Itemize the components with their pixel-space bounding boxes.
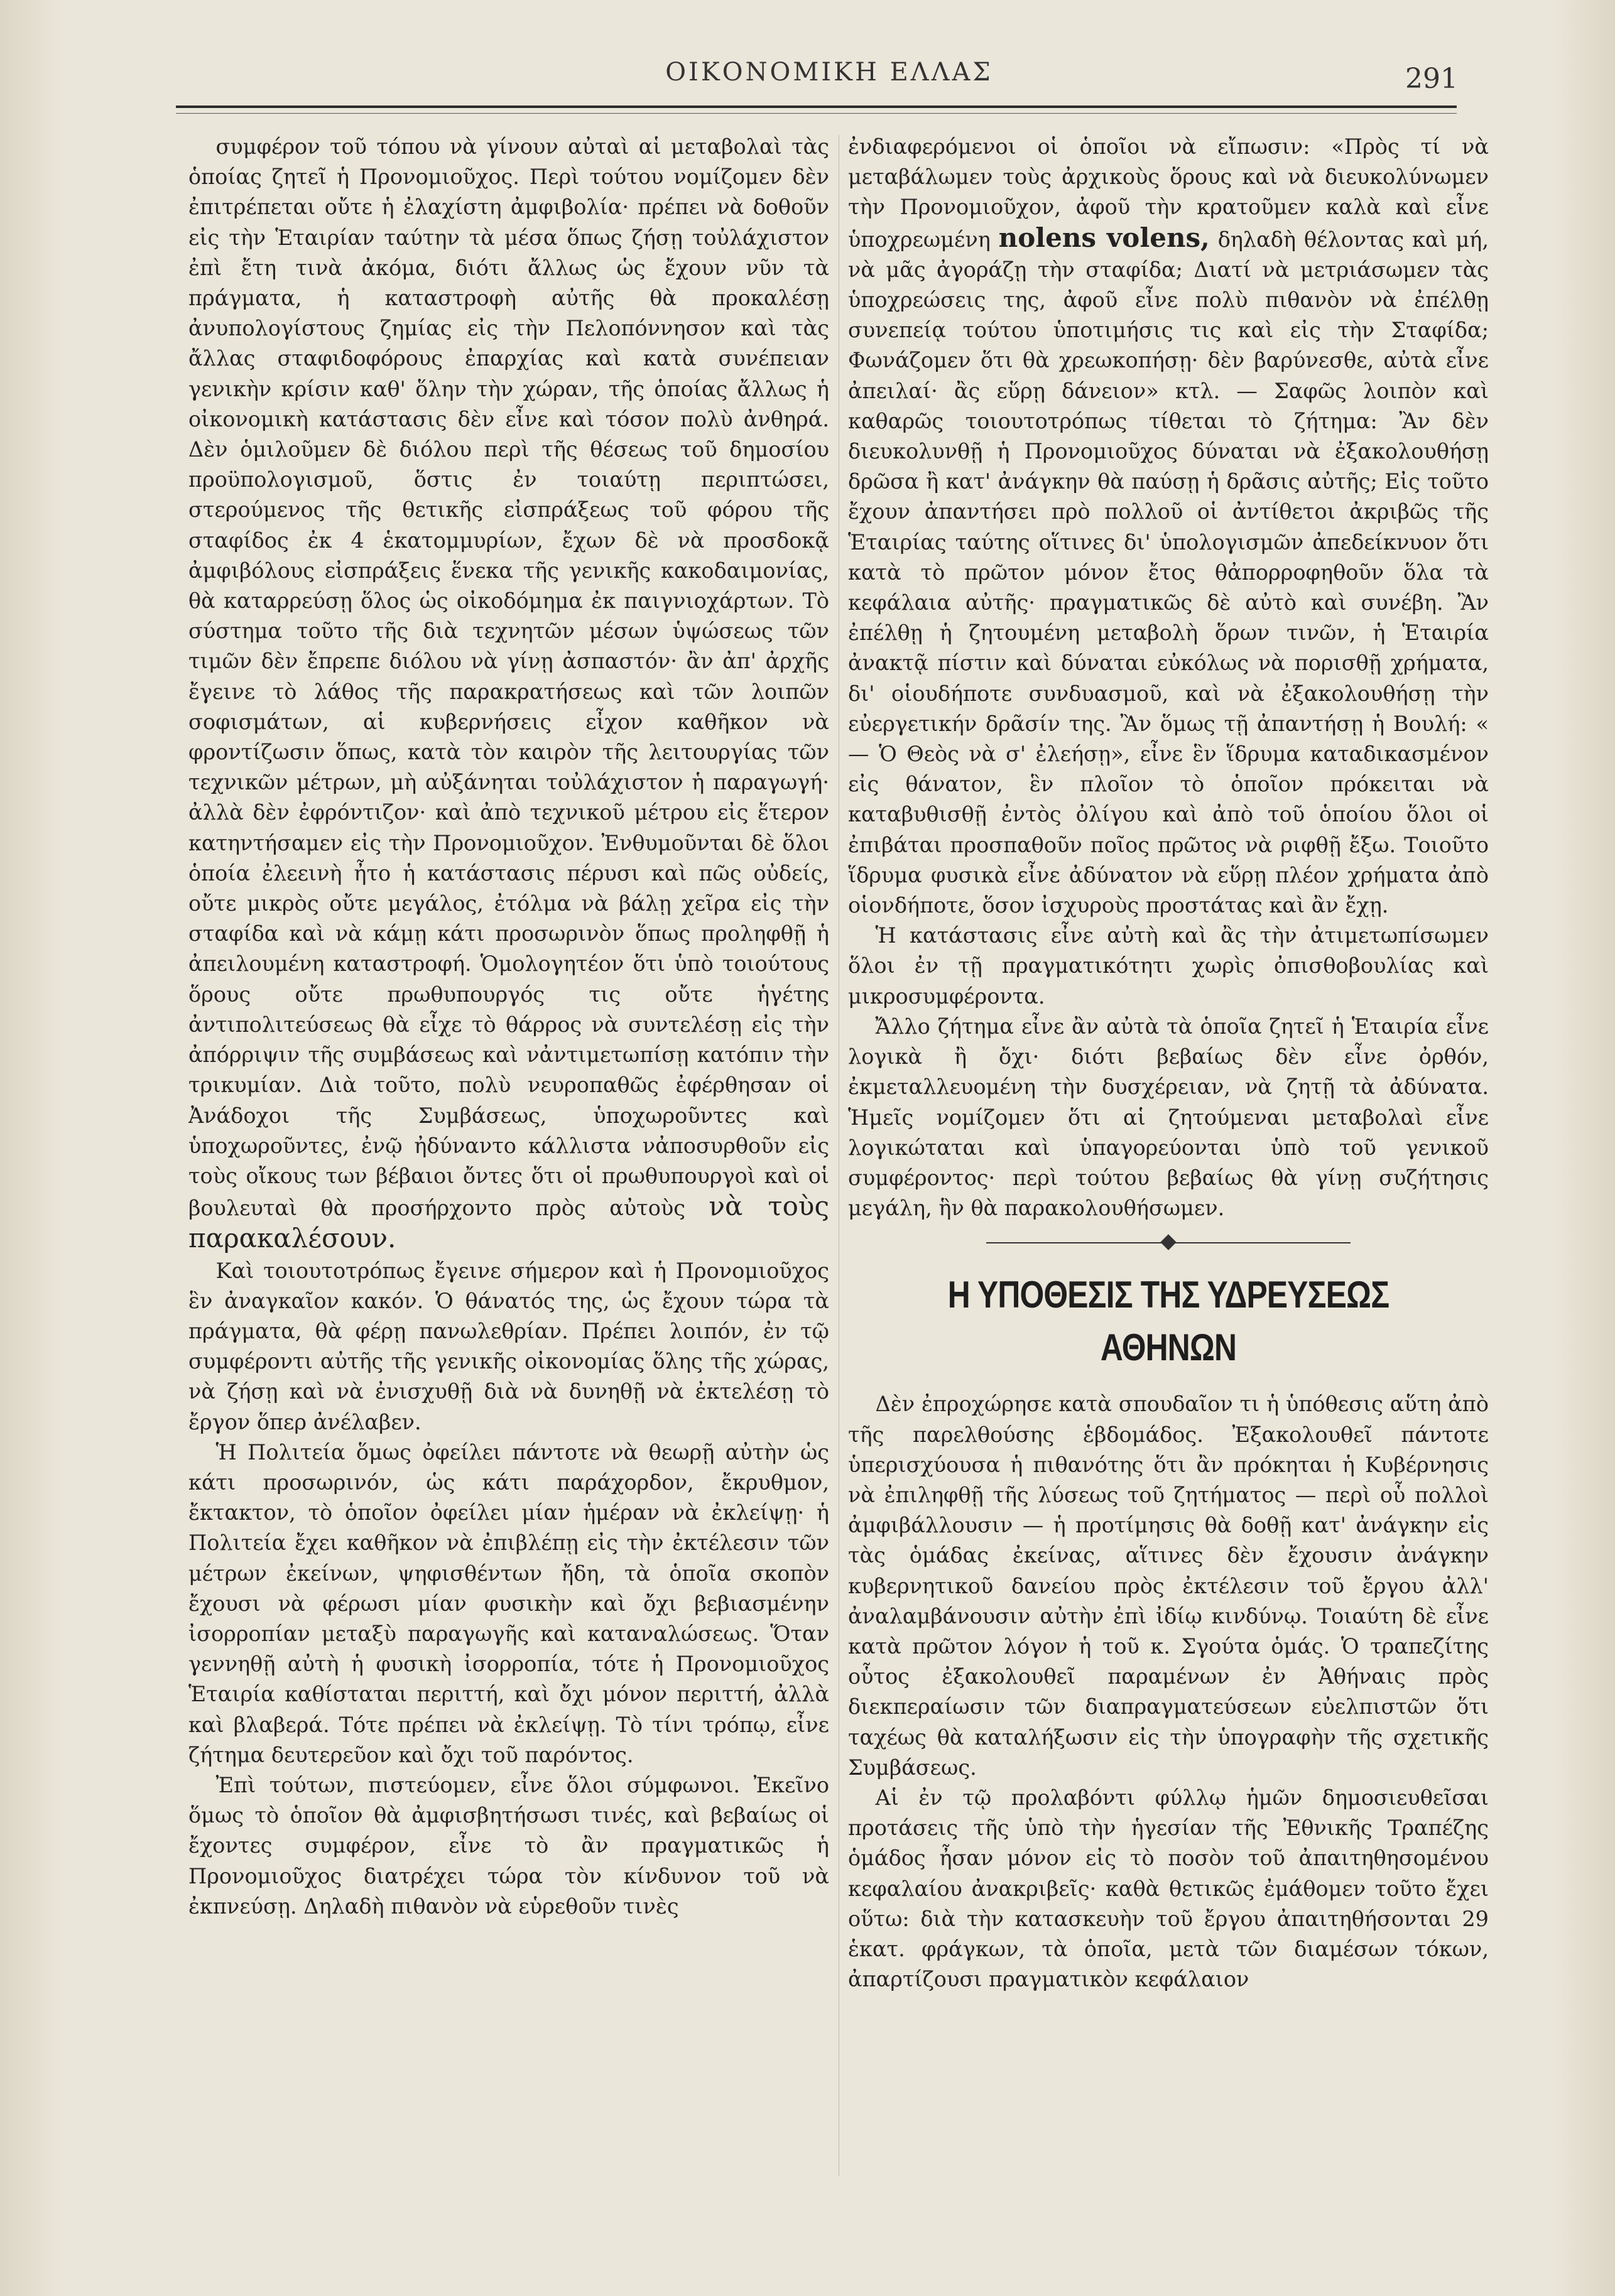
running-title: ΟΙΚΟΝΟΜΙΚΗ ΕΛΛΑΣ — [665, 58, 993, 87]
paragraph — [188, 132, 829, 1256]
header-rule — [176, 106, 1457, 108]
paragraph: Ἄλλο ζήτημα εἶνε ἂν αὐτὰ τὰ ὁποῖα ζητεῖ ἡ Ἑταιρία εἶνε λογικὰ ἢ ὄχι· διότι βεβαίως δὲν εἶνε ὀρθόν, ἐκμεταλλευομένη τὴν δυσχέρειαν, νὰ ζητῇ τὰ ἀδύνατα. Ἡμεῖς νομίζομεν ὅτι αἱ ζητούμεναι μεταβολαὶ εἶνε λογικώταται καὶ ὑπαγορεύονται ὑπὸ τοῦ γενικοῦ συμφέροντος· περὶ τούτου βεβαίως θὰ γίνῃ συζήτησις μεγάλη, ἣν θὰ παρακολουθήσωμεν. — [848, 1014, 1489, 1221]
latin-phrase: nolens volens, — [998, 222, 1210, 253]
right-column — [848, 132, 1489, 2204]
paragraph: Αἱ ἐν τῷ προλαβόντι φύλλῳ ἡμῶν δημοσιευθεῖσαι προτάσεις τῆς ὑπὸ τὴν ἡγεσίαν τῆς Ἐθνικῆς Τραπέζης ὁμάδος ἦσαν μόνον εἰς τὸ ποσὸν τοῦ ἀπαιτηθησομένου κεφαλαίου ἀνακριβεῖς· καθὰ θετικῶς ἐμάθομεν τοῦτο ἔχει οὕτω: διὰ τὴν κατασκευὴν τοῦ ἔργου ἀπαιτηθήσονται 29 ἑκατ. φράγκων, τὰ ὁποῖα, μετὰ τῶν διαμέσων τόκων, ἀπαρτίζουσι πραγματικὸν κεφάλαιον — [848, 1785, 1489, 1992]
section-title: Η ΥΠΟΘΕΣΙΣ ΤΗΣ ΥΔΡΕΥΣΕΩΣ ΑΘΗΝΩΝ — [947, 1274, 1389, 1369]
paragraph: Ἐπὶ τούτων, πιστεύομεν, εἶνε ὅλοι σύμφωνοι. Ἐκεῖνο ὅμως τὸ ὁποῖον θὰ ἀμφισβητήσωσι τινές, καὶ βεβαίως οἱ ἔχοντες συμφέρον, εἶνε τὸ ἂν πραγματικῶς ἡ Προνομιοῦχος διατρέχει τώρα τὸν κίνδυνον τοῦ νὰ ἐκπνεύσῃ. Δηλαδὴ πιθανὸν νὰ εὑρεθοῦν τινὲς — [188, 1772, 829, 1919]
paragraph-end-text: νὰ τοὺς παρακαλέσουν. — [188, 1191, 829, 1254]
paragraph: Ἡ κατάστασις εἶνε αὐτὴ καὶ ἂς τὴν ἀτιμετωπίσωμεν ὅλοι ἐν τῇ πραγματικότητι χωρὶς ὀπισθοβουλίας καὶ μικροσυμφέροντα. — [848, 923, 1489, 1009]
header-rule-thin — [176, 113, 1457, 114]
paragraph-text: ἐνδιαφερόμενοι οἱ ὁποῖοι νὰ εἴπωσιν: «Πρὸς τί νὰ μεταβάλωμεν τοὺς ἀρχικοὺς ὅρους καὶ νὰ διευκολύνωμεν τὴν Προνομιοῦχον, ἀφοῦ τὴν κρατοῦμεν καλὰ καὶ εἶνε ὑποχρεωμένη — [848, 134, 1489, 252]
section-separator — [848, 1233, 1489, 1252]
paragraph-text: συμφέρον τοῦ τόπου νὰ γίνουν αὐταὶ αἱ μεταβολαὶ τὰς ὁποίας ζητεῖ ἡ Προνομιοῦχος. Περὶ τούτου νομίζομεν δὲν ἐπιτρέπεται οὔτε ἡ ἐλαχίστη ἀμφιβολία· πρέπει νὰ δοθοῦν εἰς τὴν Ἑταιρίαν ταύτην τὰ μέσα ὅπως ζήσῃ τοὐλάχιστον ἐπὶ ἔτη τινὰ ἀκόμα, διότι ἄλλως ὡς ἔχουν νῦν τὰ πράγματα, ἡ καταστροφὴ αὐτῆς θὰ προκαλέσῃ ἀνυπολογίστους ζημίας εἰς τὴν Πελοπόννησον καὶ τὰς ἄλλας σταφιδοφόρους ἐπαρχίας καὶ κατὰ συνέπειαν γενικὴν κρίσιν καθ' ὅλην τὴν χώραν, τῆς ὁποίας ἄλλως ἡ οἰκονομικὴ κατάστασις δὲν εἶνε καὶ τόσον πολὺ ἀνθηρά. Δὲν ὁμιλοῦμεν δὲ διόλου περὶ τῆς θέσεως τοῦ δημοσίου προϋπολογισμοῦ, ὅστις ἐν τοιαύτῃ περιπτώσει, στερούμενος τῆς θετικῆς εἰσπράξεως τοῦ φόρου τῆς σταφίδος ἐκ 4 ἑκατομμυρίων, ἔχων δὲ νὰ προσδοκᾷ ἀμφιβόλους εἰσπράξεις ἕνεκα τῆς γενικῆς κακοδαιμονίας, θὰ καταρρεύσῃ ὅλος ὡς οἰκοδόμημα ἐκ παιγνιοχάρτων. Τὸ σύστημα τοῦτο τῆς διὰ τεχνητῶν μέσων ὑψώσεως τῶν τιμῶν δὲν ἔπρεπε διόλου νὰ γίνῃ ἀσπαστόν· ἂν ἀπ' ἀρχῆς ἔγεινε τὸ λάθος τῆς παρακρατήσεως καὶ τῶν λοιπῶν σοφισμάτων, αἱ κυβερνήσεις εἶχον καθῆκον νὰ φροντίζωσιν ὅπως, κατὰ τὸν καιρὸν τῆς λειτουργίας τῶν τεχνικῶν μέτρων, μὴ αὐξάνηται τοὐλάχιστον ἡ παραγωγή· ἀλλὰ δὲν ἐφρόντιζον· καὶ ἀπὸ τεχνικοῦ μέτρου εἰς ἕτερον κατηντήσαμεν εἰς τὴν Προνομιοῦχον. Ἐνθυμοῦνται δὲ ὅλοι ὁποία ἐλεεινὴ ἦτο ἡ κατάστασις πέρυσι καὶ πῶς οὐδείς, οὔτε μικρὸς οὔτε μεγάλος, ἐτόλμα νὰ βάλῃ χεῖρα εἰς τὴν σταφίδα καὶ νὰ κάμῃ κάτι προσωρινὸν ὅπως προληφθῇ ἡ ἀπειλουμένη καταστροφή. Ὁμολογητέον ὅτι ὑπὸ τοιούτους ὅρους οὔτε πρωθυπουργός τις οὔτε ἡγέτης ἀντιπολιτεύσεως θὰ εἶχε τὸ θάρρος νὰ συντελέσῃ εἰς τὴν ἀπόρριψιν τῆς συμβάσεως καὶ νἀντιμετωπίσῃ κατόπιν τὴν τρικυμίαν. Διὰ τοῦτο, πολὺ νευροπαθῶς ἐφέρθησαν οἱ Ἀνάδοχοι τῆς Συμβάσεως, ὑποχωροῦντες καὶ ὑποχωροῦντες, ἐνῷ ἠδύναντο κάλλιστα νἀποσυρθοῦν εἰς τοὺς οἴκους των βέβαιοι ὄντες ὅτι οἱ πρωθυπουργοὶ καὶ οἱ βουλευταὶ θὰ προσήρχοντο πρὸς αὐτοὺς — [188, 134, 829, 1221]
paragraph: Καὶ τοιουτοτρόπως ἔγεινε σήμερον καὶ ἡ Προνομιοῦχος ἓν ἀναγκαῖον κακόν. Ὁ θάνατός της, ὡς ἔχουν τώρα τὰ πράγματα, θὰ φέρῃ πανωλεθρίαν. Πρέπει λοιπόν, ἐν τῷ συμφέροντι αὐτῆς τῆς γενικῆς οἰκονομίας ὅλης τῆς χώρας, νὰ ζήσῃ καὶ νὰ ἐνισχυθῇ διὰ νὰ δυνηθῇ νὰ ἐκτελέσῃ τὸ ἔργον ὅπερ ἀνέλαβεν. — [188, 1258, 829, 1434]
diamond-ornament-icon — [1160, 1235, 1176, 1250]
paragraph-text: δηλαδὴ θέλοντας καὶ μή, νὰ μᾶς ἀγοράζῃ τὴν σταφίδα; Διατί νὰ μετριάσωμεν τὰς ὑποχρεώσεις της, ἀφοῦ εἶνε πολὺ πιθανὸν νὰ ἐπέλθῃ συνεπείᾳ τούτου ὑποτιμήσις τις καὶ εἰς τὴν Σταφίδα; Φωνάζομεν ὅτι θὰ χρεωκοπήσῃ· δὲν βαρύνεσθε, αὐτὰ εἶνε ἀπειλαί· ἂς εὕρῃ δάνειον» κτλ. — Σαφῶς λοιπὸν καὶ καθαρῶς τοιουτοτρόπως τίθεται τὸ ζήτημα: Ἂν δὲν διευκολυνθῇ ἡ Προνομιοῦχος δύναται νὰ ἐξακολουθήσῃ δρῶσα ἢ κατ' ἀνάγκην θὰ παύσῃ ἡ δρᾶσις αὐτῆς; Εἰς τοῦτο ἔχουν ἀπαντήσει πρὸ πολλοῦ οἱ ἀντίθετοι ἀκριβῶς τῆς Ἑταιρίας ταύτης οἵτινες δι' ὑπολογισμῶν ἀπεδείκνυον ὅτι κατὰ τὸ πρῶτον μόνον ἔτος θἀπορροφηθοῦν ὅλα τὰ κεφάλαια αὐτῆς· πραγματικῶς δὲ αὐτὸ καὶ συνέβη. Ἂν ἐπέλθῃ ἡ ζητουμένη μεταβολὴ ὅρων τινῶν, ἡ Ἑταιρία ἀνακτᾷ πίστιν καὶ δύναται εὐκόλως νὰ πορισθῇ χρήματα, δι' οἱουδήποτε συνδυασμοῦ, καὶ νὰ ἐξακολουθήσῃ τὴν εὐεργετικήν δρᾶσίν της. Ἂν ὅμως τῇ ἀπαντήσῃ ἡ Βουλή: « — Ὁ Θεὸς νὰ σ' ἐλεήσῃ», εἶνε ἓν ἵδρυμα καταδικασμένον εἰς θάνατον, ἓν πλοῖον τὸ ὁποῖον πρόκειται νὰ καταβυθισθῇ ἐντὸς ὀλίγου καὶ ἀπὸ τοῦ ὁποίου ὅλοι οἱ ἐπιβάται προσπαθοῦν ποῖος πρῶτος νὰ ριφθῇ ἔξω. Τοιοῦτο ἵδρυμα φυσικὰ εἶνε ἀδύνατον νὰ εὕρῃ πλέον χρήματα ἀπὸ οἱονδήποτε, ὅσον ἰσχυροὺς προστάτας καὶ ἂν ἔχῃ. — [848, 227, 1489, 918]
left-column — [188, 132, 829, 2204]
page-number: 291 — [1405, 63, 1458, 95]
paragraph: Δὲν ἐπροχώρησε κατὰ σπουδαῖον τι ἡ ὑπόθεσις αὕτη ἀπὸ τῆς παρελθούσης ἑβδομάδος. Ἐξακολουθεῖ πάντοτε ὑπερισχύουσα ἡ πιθανότης ὅτι ἂν πρόκηται ἡ Κυβέρνησις νὰ ἐπιληφθῇ τῆς λύσεως τοῦ ζητήματος — περὶ οὗ πολλοὶ ἀμφιβάλλουσιν — ἡ προτίμησις θὰ δοθῇ κατ' ἀνάγκην εἰς τὰς ὁμάδας ἐκείνας, αἵτινες δὲν ἔχουσιν ἀνάγκην κυβερνητικοῦ δανείου πρὸς ἐκτέλεσιν τοῦ ἔργου ἀλλ' ἀναλαμβάνουσιν αὐτὴν ἐπὶ ἰδίῳ κινδύνῳ. Τοιαύτη δὲ εἶνε κατὰ πρῶτον λόγον ἡ τοῦ κ. Σγούτα ὁμάς. Ὁ τραπεζίτης οὗτος ἐξακολουθεῖ παραμένων ἐν Ἀθήναις πρὸς διεκπεραίωσιν τῶν διαπραγματεύσεων εὐελπιστῶν ὅτι ταχέως θὰ καταλήξωσιν εἰς τὴν ὑπογραφὴν τῆς σχετικῆς Συμβάσεως. — [848, 1392, 1489, 1780]
paragraph — [848, 132, 1489, 921]
paragraph: Ἡ Πολιτεία ὅμως ὀφείλει πάντοτε νὰ θεωρῇ αὐτὴν ὡς κάτι προσωρινόν, ὡς κάτι παράχορδον, ἔκρυθμον, ἔκτακτον, τὸ ὁποῖον ὀφείλει μίαν ἡμέραν νὰ ἐκλείψῃ· ἡ Πολιτεία ἔχει καθῆκον νὰ ἐπιβλέπῃ εἰς τὴν ἐκτέλεσιν τῶν μέτρων ἐκείνων, ψηφισθέντων ἤδη, τὰ ὁποῖα σκοπὸν ἔχουσι νὰ φέρωσι μίαν φυσικὴν καὶ ὄχι βεβιασμένην ἰσορροπίαν μεταξὺ παραγωγῆς καὶ καταναλώσεως. Ὅταν γεννηθῇ αὐτὴ ἡ φυσικὴ ἰσορροπία, τότε ἡ Προνομιοῦχος Ἑταιρία καθίσταται περιττή, καὶ ὄχι μόνον περιττή, ἀλλὰ καὶ βλαβερά. Τότε πρέπει νὰ ἐκλείψῃ. Τὸ τίνι τρόπῳ, εἶνε ζήτημα δευτερεῦον καὶ ὄχι τοῦ παρόντος. — [188, 1439, 829, 1767]
